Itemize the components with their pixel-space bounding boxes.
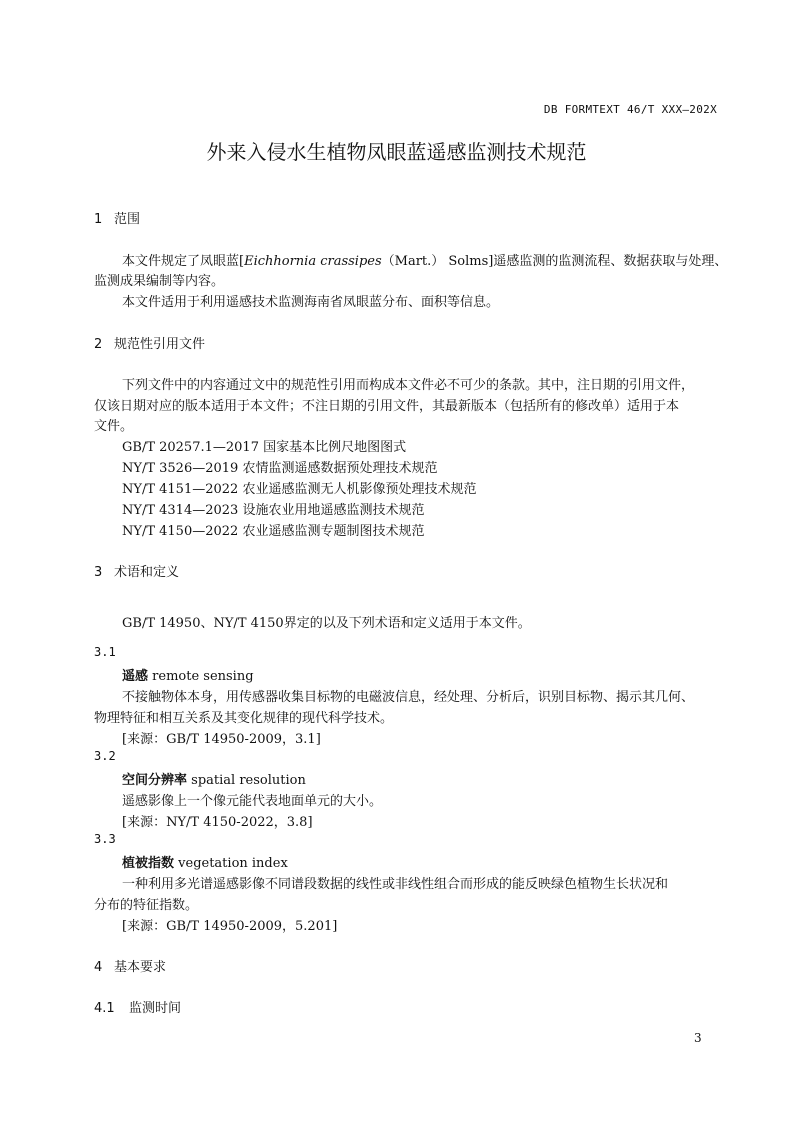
- species-name: Eichhornia crassipes: [244, 254, 382, 269]
- scope-text-a: 本文件规定了凤眼蓝[: [122, 254, 245, 269]
- document-title: 外来入侵水生植物凤眼蓝遥感监测技术规范: [206, 140, 587, 164]
- term-heading: [122, 665, 254, 684]
- term-en: remote sensing: [152, 669, 254, 684]
- section-title: 术语和定义: [114, 565, 180, 580]
- page-number: 3: [694, 1031, 702, 1045]
- section-title: 基本要求: [114, 960, 167, 975]
- term-source: [来源：GB/T 14950-2009，5.201]: [122, 919, 338, 934]
- term-definition: 一种利用多光谱遥感影像不同谱段数据的线性或非线性组合而形成的能反映绿色植物生长状况和: [122, 877, 669, 892]
- section-number: 3: [94, 565, 103, 580]
- section-number: 4: [94, 960, 103, 975]
- terms-intro: GB/T 14950、NY/T 4150界定的以及下列术语和定义适用于本文件。: [122, 616, 531, 631]
- term-en: vegetation index: [178, 856, 288, 871]
- term-zh: 遥感: [122, 669, 149, 684]
- scope-paragraph-1-cont: 监测成果编制等内容。: [94, 274, 225, 289]
- refs-intro-line-1: 下列文件中的内容通过文中的规范性引用而构成本文件必不可少的条款。其中，注日期的引用文件，: [122, 378, 695, 393]
- reference-item: GB/T 20257.1—2017 国家基本比例尺地图图式: [122, 440, 407, 455]
- section-title: 监测时间: [129, 1001, 182, 1016]
- section-number: 4.1: [94, 1001, 115, 1016]
- section-1-heading: [94, 208, 140, 227]
- term-heading: [122, 769, 306, 788]
- term-heading: [122, 852, 288, 871]
- scope-text-b: （Mart.） Solms]遥感监测的监测流程、数据获取与处理、: [381, 254, 728, 269]
- term-zh: 植被指数: [122, 856, 175, 871]
- term-en: spatial resolution: [191, 773, 306, 788]
- section-4-heading: [94, 956, 166, 975]
- term-number: 3.2: [94, 749, 116, 763]
- reference-item: NY/T 4151—2022 农业遥感监测无人机影像预处理技术规范: [122, 482, 477, 497]
- section-number: 2: [94, 337, 103, 352]
- term-definition-cont: 物理特征和相互关系及其变化规律的现代科学技术。: [94, 711, 394, 726]
- term-number: 3.3: [94, 832, 116, 846]
- reference-item: NY/T 4314—2023 设施农业用地遥感监测技术规范: [122, 503, 425, 518]
- section-title: 规范性引用文件: [114, 337, 206, 352]
- term-source: [来源：GB/T 14950-2009，3.1]: [122, 732, 321, 747]
- term-definition-cont: 分布的特征指数。: [94, 898, 199, 913]
- refs-intro-line-2: 仅该日期对应的版本适用于本文件；不注日期的引用文件，其最新版本（包括所有的修改单）适用于本: [94, 399, 680, 414]
- scope-paragraph-2: 本文件适用于利用遥感技术监测海南省凤眼蓝分布、面积等信息。: [122, 295, 500, 310]
- section-3-heading: [94, 561, 179, 580]
- refs-intro-line-3: 文件。: [94, 419, 134, 434]
- section-title: 范围: [114, 212, 141, 227]
- standard-code-header: DB FORMTEXT 46/T XXX—202X: [543, 103, 717, 116]
- section-number: 1: [94, 212, 103, 227]
- reference-item: NY/T 3526—2019 农情监测遥感数据预处理技术规范: [122, 461, 438, 476]
- section-2-heading: [94, 333, 205, 352]
- reference-item: NY/T 4150—2022 农业遥感监测专题制图技术规范: [122, 524, 425, 539]
- term-definition: 不接触物体本身，用传感器收集目标物的电磁波信息，经处理、分析后，识别目标物、揭示其几何、: [122, 690, 695, 705]
- term-definition: 遥感影像上一个像元能代表地面单元的大小。: [122, 794, 383, 809]
- term-zh: 空间分辨率: [122, 773, 188, 788]
- section-4-1-heading: [94, 997, 181, 1016]
- term-source: [来源：NY/T 4150-2022，3.8]: [122, 815, 313, 830]
- term-number: 3.1: [94, 645, 116, 659]
- scope-paragraph-1: [122, 250, 727, 269]
